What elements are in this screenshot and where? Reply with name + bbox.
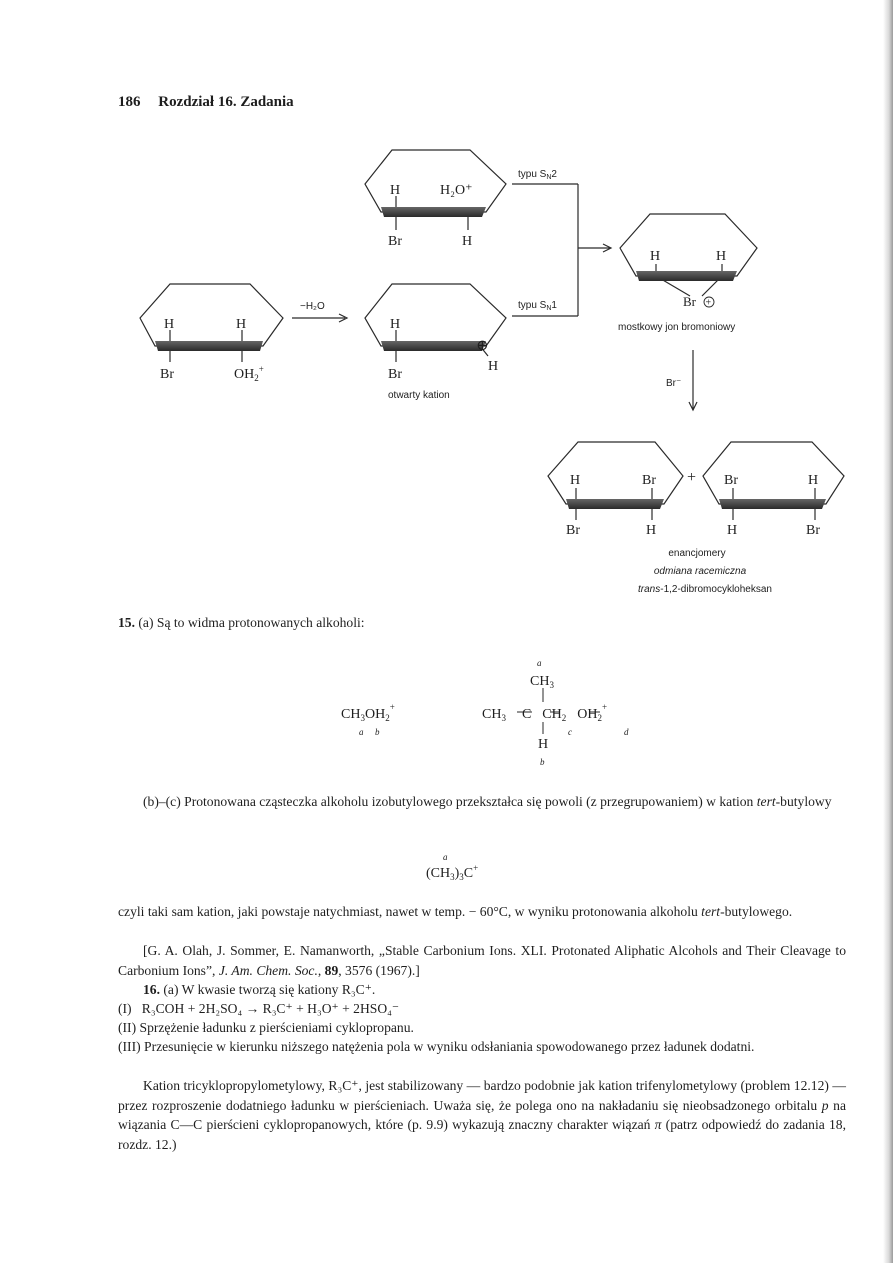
mol2-chain: $CH_3$ C $CH_2$ $OH_2^+$ — [482, 702, 608, 723]
open-cation-h-right: H — [488, 359, 499, 374]
sn2-label: typu $S_N2$ — [518, 169, 557, 181]
sn2-br: Br — [388, 234, 402, 249]
products-caption-2: odmiana racemiczna — [653, 566, 747, 577]
problem-15-bc: (b)–(c) Protonowana cząsteczka alkoholu izobutylowego przekształca się powoli (z przegrupowaniem) w kation tert-butylowy — [143, 794, 832, 809]
open-cation-br: Br — [388, 367, 402, 382]
problem-16-iii: (III) Przesunięcie w kierunku niższego natężenia pola w wyniku odsłaniania spowodowanego przez ładunek dodatni. — [118, 1039, 755, 1054]
mol2-label-d: d — [624, 727, 629, 737]
problem-16-explanation: Kation tricyklopropylometylowy, R₃C⁺, jest stabilizowany — bardzo podobnie jak kation trifenylometylowy (problem 12.12) — przez rozproszenie dodatniego ładunku w pierścieniach. Uważa się, że polega ono na nakładaniu się nieobsadzonego orbitalu p na wiązania C—C pierścieni cyklopropanowych, które (p. 9.9) wykazują znaczny charakter wiązań π (patrz odpowiedź do zadania 18, rozdz. 12.) — [118, 1078, 846, 1152]
cation-label-a: a — [443, 852, 448, 862]
p2-br-below: Br — [806, 523, 820, 538]
sn2-h-left: H — [390, 183, 401, 198]
ring-open-cation — [365, 284, 506, 346]
bromonium-br: Br — [683, 294, 696, 309]
products-caption-1: enancjomery — [668, 548, 726, 559]
problem-16-intro: 16. (a) W kwasie tworzą się kationy R₃C⁺. — [143, 982, 376, 997]
bromonium-plus: + — [705, 297, 712, 309]
p1-h-below: H — [646, 523, 657, 538]
start-oh2: $OH_2^+$ — [234, 364, 264, 383]
mol2-ch3-top: $CH_3$ — [530, 674, 554, 690]
mol1-label-a: a — [359, 727, 364, 737]
p2-br-top: Br — [724, 473, 738, 488]
methanol-protonated: $CH_3OH_2^+$ — [341, 702, 395, 723]
open-cation-caption: otwarty kation — [388, 390, 450, 401]
mol2-label-a: a — [537, 658, 542, 668]
problem-16-ii: (II) Sprzężenie ładunku z pierścieniami cyklopropanu. — [118, 1020, 414, 1035]
products-caption-3: trans-1,2-dibromocykloheksan — [638, 584, 772, 595]
p1-br-below: Br — [566, 523, 580, 538]
sn1-label: typu $S_N1$ — [518, 300, 557, 312]
p2-h-below: H — [727, 523, 738, 538]
sn2-h2o-plus: H₂O⁺ — [440, 183, 473, 198]
problem-15-intro: 15. (a) Są to widma protonowanych alkoholi: — [118, 615, 365, 630]
problem-15-reference: [G. A. Olah, J. Sommer, E. Namanworth, „Stable Carbonium Ions. XLI. Protonated Aliphatic Alcohols and Their Cleavage to Carbonium Ions”, J. Am. Chem. Soc., 89, 3576 (1967).] — [118, 943, 846, 978]
problem-15-after: czyli taki sam kation, jaki powstaje natychmiast, nawet w temp. − 60°C, w wyniku protonowania alkoholu tert-butylowego. — [118, 904, 793, 919]
chapter-title: Rozdział 16. Zadania — [158, 94, 294, 110]
cation-formula: $(CH_3)_3C^+$ — [426, 863, 479, 882]
sn2-h-below: H — [462, 234, 473, 249]
loss-water-label: −H₂O — [300, 301, 325, 312]
mol2-label-c: c — [568, 727, 572, 737]
bromonium-h-right: H — [716, 249, 727, 264]
page-number: 186 — [118, 94, 141, 110]
problem-15-number: 15. — [118, 615, 135, 630]
tert-butyl-cation — [0, 848, 893, 888]
ring-bromonium — [620, 214, 757, 276]
products-plus: + — [687, 469, 697, 486]
p2-h-top: H — [808, 473, 819, 488]
mol1-label-b: b — [375, 727, 380, 737]
start-h-right: H — [236, 317, 247, 332]
ring-start — [140, 284, 283, 346]
open-cation-plus: ⊕ — [476, 338, 489, 354]
start-h-left: H — [164, 317, 175, 332]
mol2-label-b: b — [540, 757, 545, 767]
problem-16-equation: (I) R₃COH + 2H₂SO₄ → R₃C⁺ + H₃O⁺ + 2HSO₄⁻ — [118, 1001, 400, 1016]
ring-product-1 — [548, 442, 683, 504]
protonated-alcohols — [0, 645, 893, 770]
problem-16-number: 16. — [143, 982, 160, 997]
start-br: Br — [160, 367, 174, 382]
open-cation-h: H — [390, 317, 401, 332]
p1-br-top: Br — [642, 473, 656, 488]
bromonium-h-left: H — [650, 249, 661, 264]
mol2-h: H — [538, 737, 549, 752]
ring-sn2 — [365, 150, 506, 212]
bromide-label: Br⁻ — [666, 378, 682, 389]
p1-h-top: H — [570, 473, 581, 488]
bromonium-caption: mostkowy jon bromoniowy — [618, 322, 736, 333]
